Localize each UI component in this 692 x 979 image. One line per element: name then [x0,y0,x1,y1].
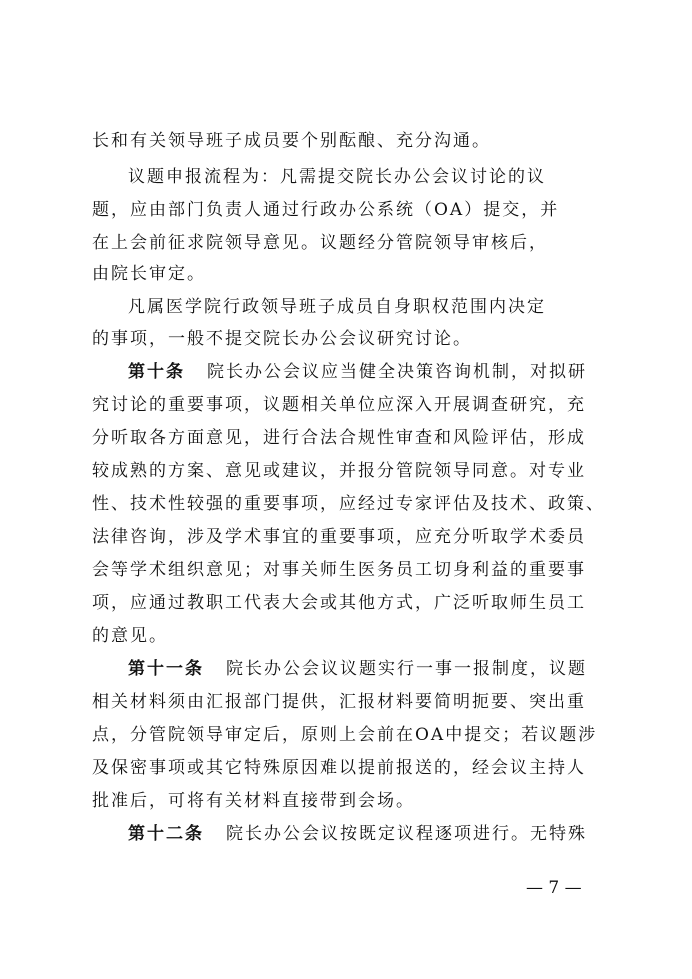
text-span: 院长办公会议议题实行一事一报制度，议题 [226,659,587,679]
text-line: 题，应由部门负责人通过行政办公系统（OA）提交，并 [92,200,560,220]
text-span: 院长办公会议按既定议程逐项进行。无特殊 [226,824,587,844]
text-line: 的意见。 [92,626,168,646]
text-line: 究讨论的重要事项，议题相关单位应深入开展调查研究，充 [92,395,586,415]
text-line: 法律咨询，涉及学术事宜的重要事项，应充分听取学术委员 [92,527,586,547]
article-heading: 第十条 [128,362,185,382]
text-line: 在上会前征求院领导意见。议题经分管院领导审核后， [92,233,548,253]
text-line: 点，分管院领导审定后，原则上会前在OA中提交；若议题涉 [92,725,598,745]
article-11-first-line [128,659,612,679]
text-line: 议题申报流程为：凡需提交院长办公会议讨论的议 [128,167,546,187]
text-line: 性、技术性较强的重要事项，应经过专家评估及技术、政策、 [92,494,605,514]
text-line: 及保密事项或其它特殊原因难以提前报送的，经会议主持人 [92,758,586,778]
page-number: — 7 — [526,878,582,898]
text-line: 的事项，一般不提交院长办公会议研究讨论。 [92,329,472,349]
article-heading: 第十二条 [128,824,204,844]
text-line: 分听取各方面意见，进行合法合规性审查和风险评估，形成 [92,428,586,448]
text-span: 院长办公会议应当健全决策咨询机制，对拟研 [207,362,587,382]
article-10-first-line [128,362,612,382]
text-line: 相关材料须由汇报部门提供，汇报材料要简明扼要、突出重 [92,692,586,712]
text-line: 较成熟的方案、意见或建议，并报分管院领导同意。对专业 [92,461,586,481]
text-line: 项，应通过教职工代表大会或其他方式，广泛听取师生员工 [92,593,586,613]
article-heading: 第十一条 [128,659,204,679]
text-line: 凡属医学院行政领导班子成员自身职权范围内决定 [128,297,546,317]
text-line: 由院长审定。 [92,264,206,284]
article-12-first-line [128,824,612,844]
text-line: 长和有关领导班子成员要个别酝酿、充分沟通。 [92,131,491,151]
text-line: 批准后，可将有关材料直接带到会场。 [92,791,415,811]
text-line: 会等学术组织意见；对事关师生医务员工切身利益的重要事 [92,560,586,580]
